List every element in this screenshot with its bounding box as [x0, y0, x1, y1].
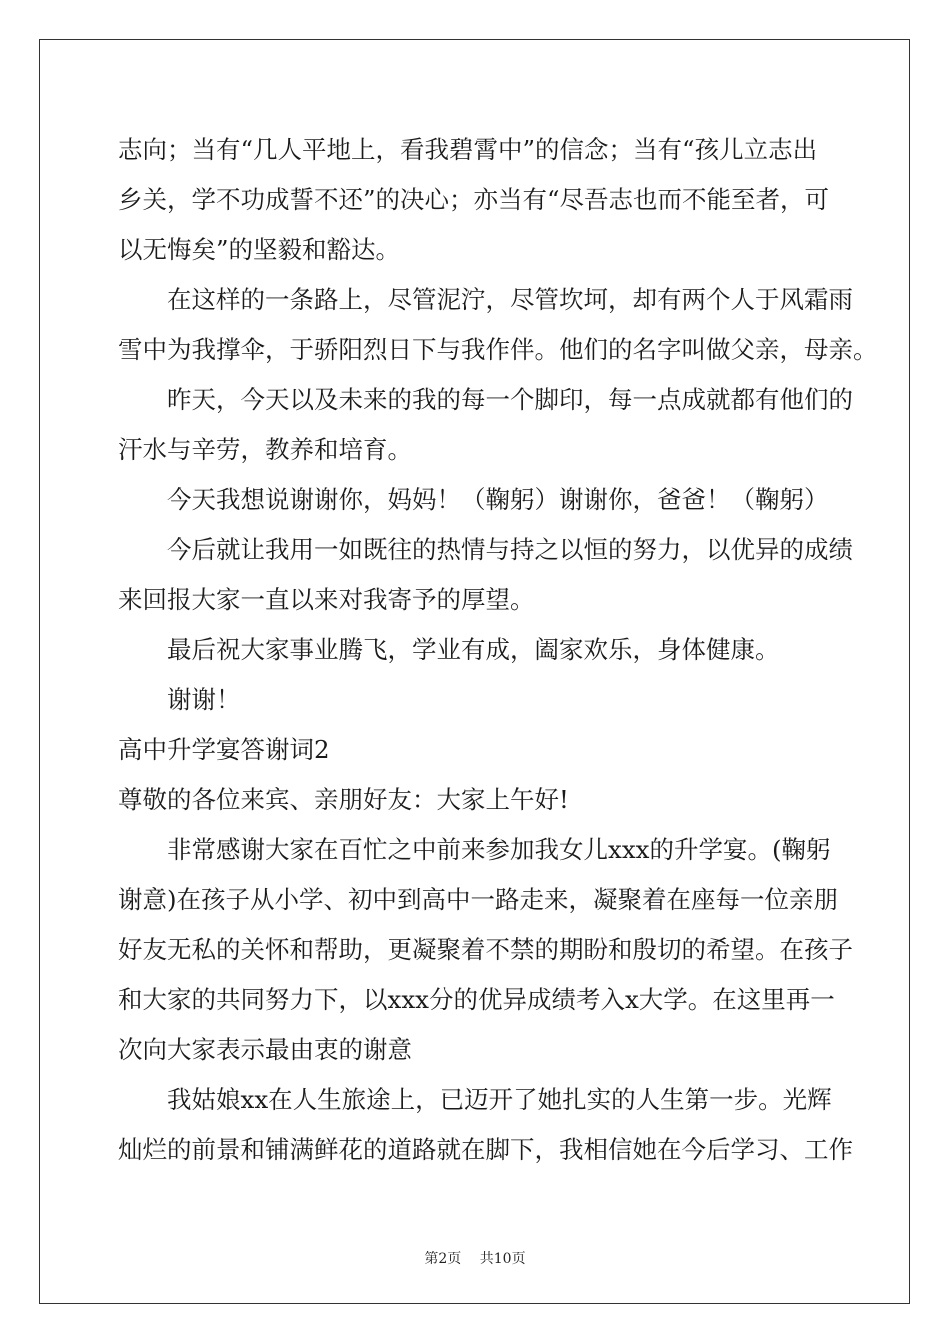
text-line: 谢意)在孩子从小学、初中到高中一路走来，凝聚着在座每一位亲朋: [118, 885, 839, 914]
page-total: 共10页: [479, 1251, 526, 1267]
text-line: 雪中为我撑伞，于骄阳烈日下与我作伴。他们的名字叫做父亲，母亲。: [118, 335, 878, 364]
text-line: 灿烂的前景和铺满鲜花的道路就在脚下，我相信她在今后学习、工作: [118, 1135, 853, 1164]
text-line: 非常感谢大家在百忙之中前来参加我女儿xxx的升学宴。(鞠躬: [167, 835, 831, 864]
text-line: 以无悔矣”的坚毅和豁达。: [118, 235, 401, 264]
text-line: 次向大家表示最由衷的谢意: [118, 1035, 412, 1064]
text-line: 昨天，今天以及未来的我的每一个脚印，每一点成就都有他们的: [167, 385, 853, 414]
text-line: 今天我想说谢谢你，妈妈！（鞠躬）谢谢你，爸爸！（鞠躬）: [167, 485, 829, 514]
text-line: 在这样的一条路上，尽管泥泞，尽管坎坷，却有两个人于风霜雨: [167, 285, 853, 314]
text-line: 乡关，学不功成誓不还”的决心；亦当有“尽吾志也而不能至者，可: [118, 185, 830, 214]
text-line: 今后就让我用一如既往的热情与持之以恒的努力，以优异的成绩: [167, 535, 853, 564]
text-line: 最后祝大家事业腾飞，学业有成，阖家欢乐，身体健康。: [167, 635, 780, 664]
text-line: 谢谢！: [167, 685, 241, 714]
text-line: 好友无私的关怀和帮助，更凝聚着不禁的期盼和殷切的希望。在孩子: [118, 935, 853, 964]
document-body: [118, 128, 878, 1178]
text-line: 来回报大家一直以来对我寄予的厚望。: [118, 585, 535, 614]
page-number: 第2页: [424, 1251, 462, 1267]
text-line: 高中升学宴答谢词2: [118, 735, 330, 764]
text-line: 我姑娘xx在人生旅途上，已迈开了她扎实的人生第一步。光辉: [167, 1085, 832, 1114]
page-footer: [0, 1248, 950, 1268]
text-line: 和大家的共同努力下，以xxx分的优异成绩考入x大学。在这里再一: [118, 985, 835, 1014]
text-line: 志向；当有“几人平地上，看我碧霄中”的信念；当有“孩儿立志出: [118, 135, 818, 164]
text-line: 尊敬的各位来宾、亲朋好友：大家上午好!: [118, 785, 569, 814]
text-line: 汗水与辛劳，教养和培育。: [118, 435, 412, 464]
